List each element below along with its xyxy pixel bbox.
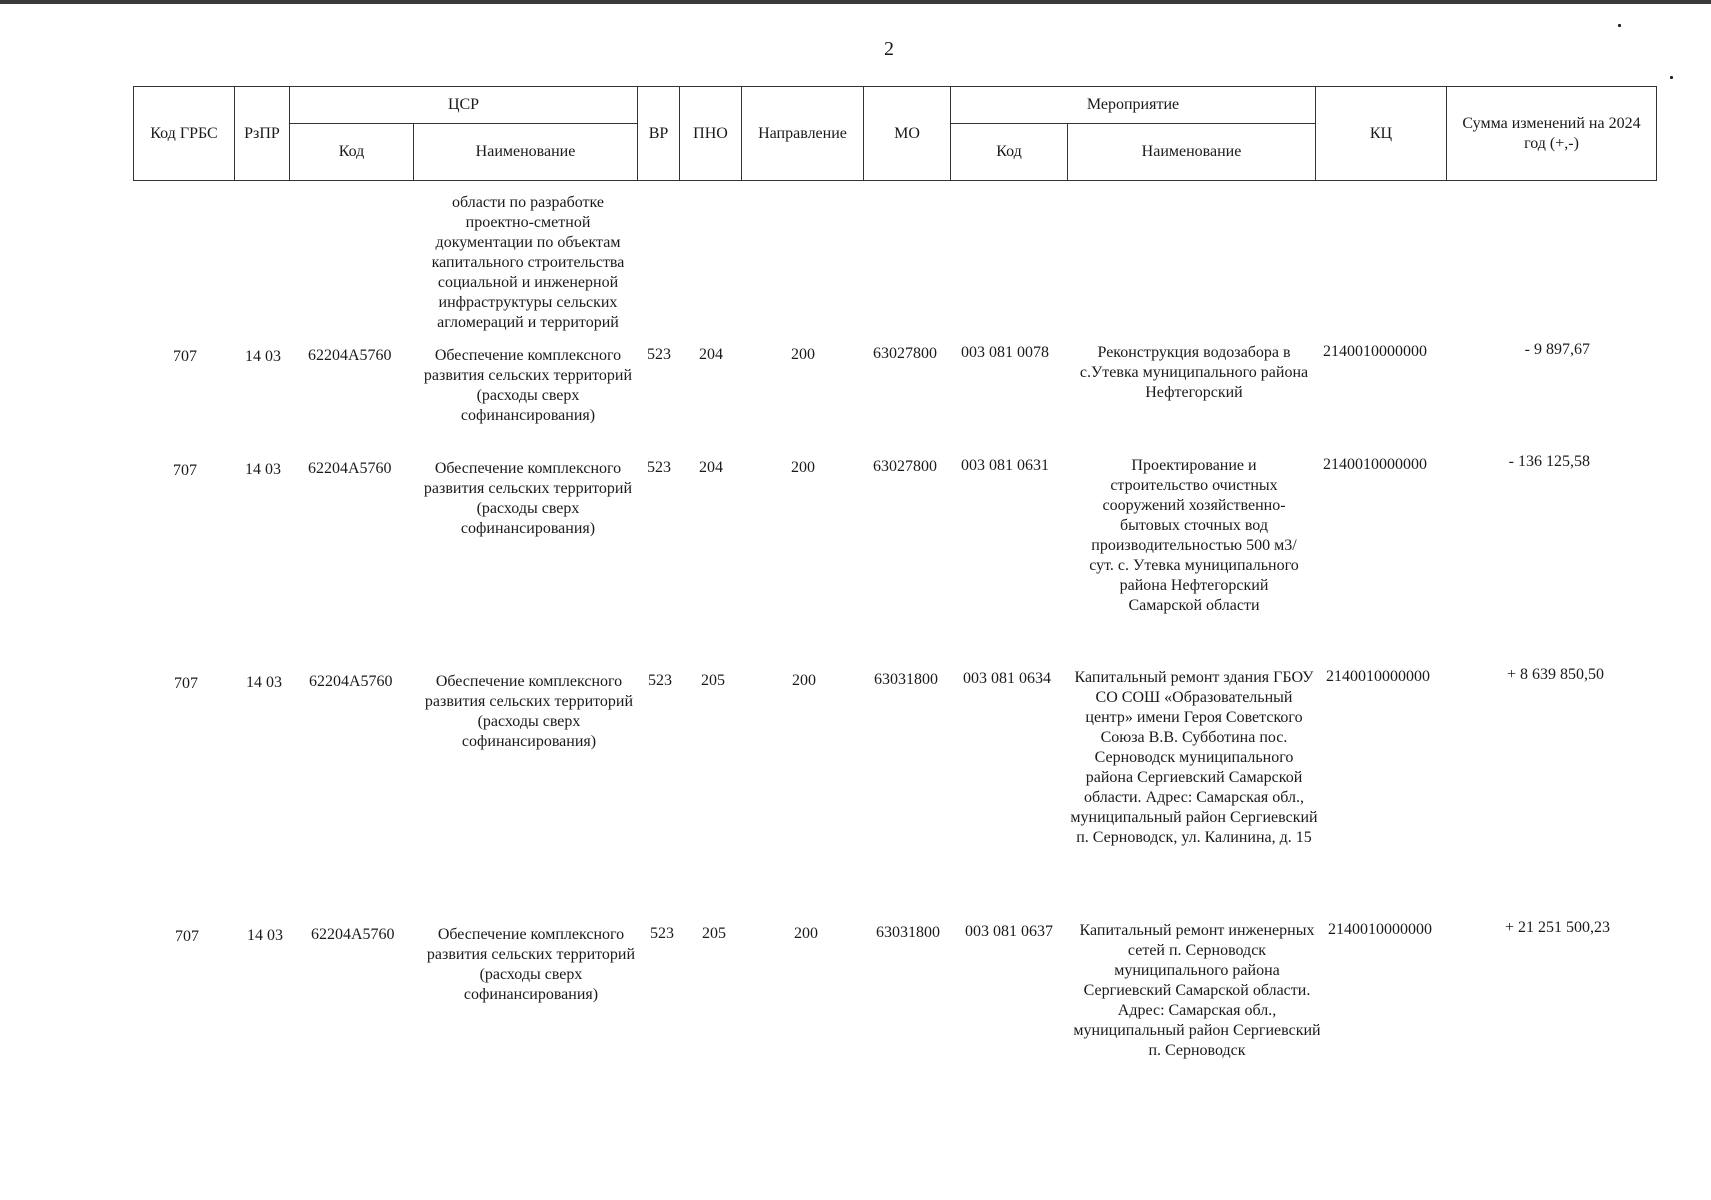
scan-top-edge [0,0,1711,4]
cell-kc: 2140010000000 [1323,343,1427,360]
cell-mo: 63031800 [874,671,938,688]
header-kod-grbs: Код ГРБС [134,87,235,181]
cell-rzpr: 14 03 [245,461,281,478]
cell-sum: - 9 897,67 [1524,341,1590,358]
cell-event-name: Капитальный ремонт инженерных сетей п. Серноводск муниципального района Сергиевский Самарской области. Адрес: Самарская обл., муниципальный район Сергиевский п. Серноводск [1073,922,1321,1059]
cell-event-code: 003 081 0634 [963,670,1051,687]
cell-direction: 200 [791,346,815,363]
cell-sum: + 8 639 850,50 [1506,666,1604,683]
header-vr: ВР [638,87,680,181]
header-mo: МО [864,87,951,181]
cell-csr-name: Обеспечение комплексного развития сельских территорий (расходы сверх софинансирования) [423,347,633,424]
header-rzpr: РзПР [235,87,290,181]
cell-csr-code: 62204A5760 [311,926,395,943]
cell-csr-name: Обеспечение комплексного развития сельских территорий (расходы сверх софинансирования) [426,926,636,1003]
header-event-name: Наименование [1068,124,1316,181]
header-pno: ПНО [680,87,742,181]
header-csr: ЦСР [290,87,638,124]
cell-csr-code: 62204A5760 [308,460,392,477]
header-event: Мероприятие [951,87,1316,124]
cell-kc: 2140010000000 [1326,668,1430,685]
cell-csr-code: 62204A5760 [309,673,393,690]
cell-event-code: 003 081 0637 [965,923,1053,940]
cell-pno: 205 [702,925,726,942]
cell-event-name: Проектирование и строительство очистных сооружений хозяйственно-бытовых сточных вод производительностью 500 м3/сут. с. Утевка муниципального района Нефтегорский Самарской области [1089,457,1299,614]
cell-grbs: 707 [175,928,199,945]
cell-kc: 2140010000000 [1323,456,1427,473]
header-event-kod: Код [951,124,1068,181]
cell-grbs: 707 [173,462,197,479]
cell-vr: 523 [648,672,672,689]
cell-direction: 200 [794,925,818,942]
header-csr-kod: Код [290,124,414,181]
continuation-text: области по разработке проектно-сметной документации по объектам капитального строительства социальной и инженерной инфраструктуры сельских агломераций и территорий [431,194,625,331]
header-sum: Сумма изменений на 2024 год (+,-) [1447,87,1657,181]
cell-csr-name: Обеспечение комплексного развития сельских территорий (расходы сверх софинансирования) [423,460,633,537]
cell-direction: 200 [791,459,815,476]
header-direction: Направление [742,87,864,181]
cell-vr: 523 [647,346,671,363]
cell-sum: + 21 251 500,23 [1504,919,1610,936]
cell-pno: 204 [699,346,723,363]
cell-direction: 200 [792,672,816,689]
cell-event-code: 003 081 0631 [961,457,1049,474]
cell-event-name: Реконструкция водозабора в с.Утевка муниципального района Нефтегорский [1079,344,1309,401]
header-csr-name: Наименование [414,124,638,181]
cell-csr-code: 62204A5760 [308,347,392,364]
cell-csr-name: Обеспечение комплексного развития сельских территорий (расходы сверх софинансирования) [424,673,634,750]
cell-mo: 63031800 [876,924,940,941]
cell-mo: 63027800 [873,458,937,475]
cell-event-name: Капитальный ремонт здания ГБОУ СО СОШ «Образовательный центр» имени Героя Советского Союза В.В. Субботина пос. Серноводск муниципального района Сергиевский Самарской области. Адрес: Самарская обл., муниципальный район Сергиевский п. Серноводск, ул. Калинина, д. 15 [1070,669,1318,846]
table-header [133,86,1657,181]
page-number: 2 [884,38,894,60]
cell-rzpr: 14 03 [245,348,281,365]
cell-grbs: 707 [174,675,198,692]
scan-speck [1618,24,1621,27]
cell-rzpr: 14 03 [246,674,282,691]
header-kc: КЦ [1316,87,1447,181]
cell-vr: 523 [647,459,671,476]
cell-rzpr: 14 03 [247,927,283,944]
scan-speck [1670,76,1673,79]
cell-vr: 523 [650,925,674,942]
cell-kc: 2140010000000 [1328,921,1432,938]
cell-sum: - 136 125,58 [1508,453,1590,470]
cell-event-code: 003 081 0078 [961,344,1049,361]
cell-grbs: 707 [173,348,197,365]
cell-pno: 204 [699,459,723,476]
cell-mo: 63027800 [873,345,937,362]
cell-pno: 205 [701,672,725,689]
